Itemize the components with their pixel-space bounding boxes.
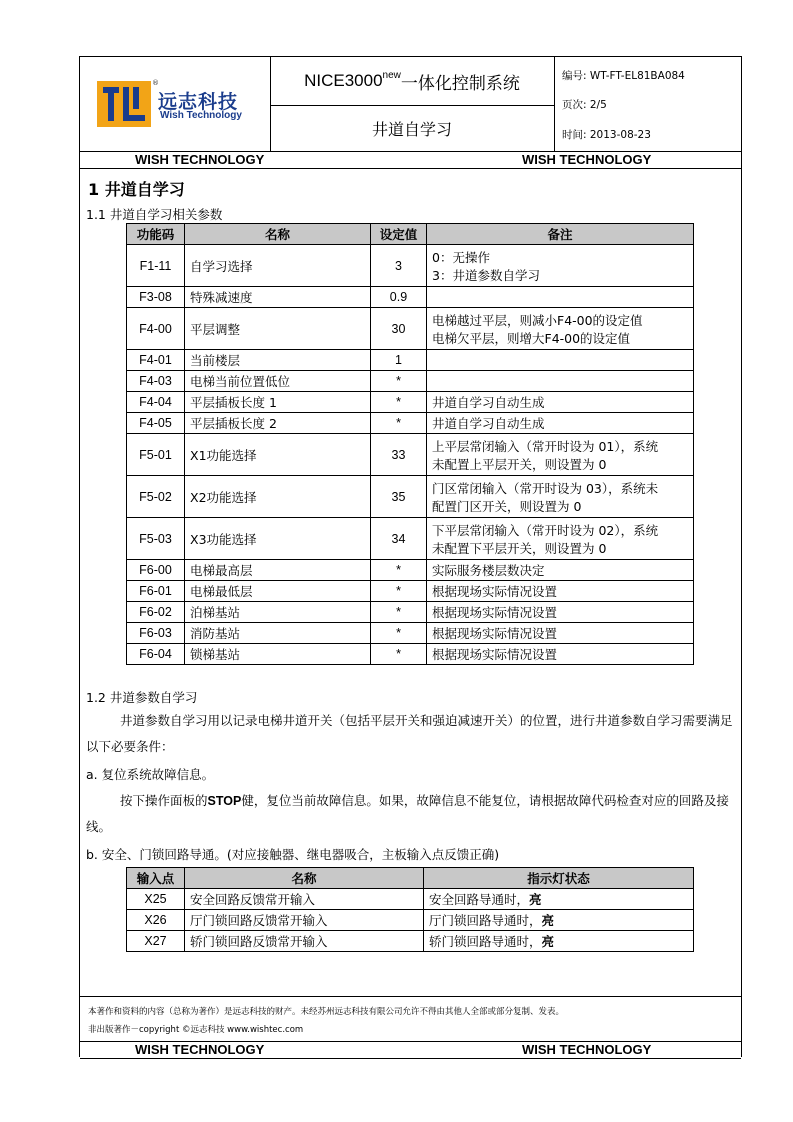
table-header-row: 输入点 名称 指示灯状态 <box>127 868 694 889</box>
document-subtitle: 井道自学习 <box>371 120 452 139</box>
subsection-1-1: 1.1 井道自学习相关参数 <box>86 207 223 222</box>
copyright-url-line: 非出版著作－copyright ©远志科技 www.wishtec.com <box>88 1025 304 1035</box>
table-row: F5-03 X3功能选择 34 下平层常闭输入（常开时设为 02），系统 未配置下平层开关，则设置为 0 <box>127 518 694 560</box>
table-row: F5-01 X1功能选择 33 上平层常闭输入（常开时设为 01），系统 未配置上平层开关，则设置为 0 <box>127 434 694 476</box>
company-logo-icon <box>97 81 151 127</box>
condition-a: a. 复位系统故障信息。 <box>86 767 215 782</box>
table-row: X27 轿门锁回路反馈常开输入 轿门锁回路导通时，亮 <box>127 931 694 952</box>
logo-english-name: Wish Technology <box>160 110 242 121</box>
meta-cell <box>554 57 741 151</box>
table-row: X25 安全回路反馈常开输入 安全回路导通时，亮 <box>127 889 694 910</box>
table-row: F4-04 平层插板长度 1 * 井道自学习自动生成 <box>127 392 694 413</box>
copyright-footer <box>80 996 741 1042</box>
page-number: 页次: 2/5 <box>562 99 607 111</box>
table-row: F4-00 平层调整 30 电梯越过平层，则减小F4-00的设定值 电梯欠平层，则增大F4-00的设定值 <box>127 308 694 350</box>
brand-bar-top: WISH TECHNOLOGY WISH TECHNOLOGY <box>80 151 741 169</box>
condition-b: b. 安全、门锁回路导通。(对应接触器、继电器吸合，主板输入点反馈正确) <box>86 847 500 862</box>
table-row: F6-04 锁梯基站 * 根据现场实际情况设置 <box>127 644 694 665</box>
title-cell <box>270 57 555 151</box>
table-row: F6-01 电梯最低层 * 根据现场实际情况设置 <box>127 581 694 602</box>
table-row: F6-02 泊梯基站 * 根据现场实际情况设置 <box>127 602 694 623</box>
table-row: F6-00 电梯最高层 * 实际服务楼层数决定 <box>127 560 694 581</box>
document-page <box>79 56 742 1057</box>
table-header-row: 功能码 名称 设定值 备注 <box>127 224 694 245</box>
brand-bar-bottom: WISH TECHNOLOGY WISH TECHNOLOGY <box>80 1041 741 1059</box>
table-row: F3-08 特殊减速度 0.9 <box>127 287 694 308</box>
copyright-line: 本著作和资料的内容（总称为著作）是远志科技的财产。未经苏州远志科技有限公司允许不得由其他人全部或部分复制、发表。 <box>88 1007 565 1017</box>
registered-mark: ® <box>152 79 159 87</box>
table-row: F6-03 消防基站 * 根据现场实际情况设置 <box>127 623 694 644</box>
table-row: F4-01 当前楼层 1 <box>127 350 694 371</box>
table-row: F5-02 X2功能选择 35 门区常闭输入（常开时设为 03），系统未 配置门区开关，则设置为 0 <box>127 476 694 518</box>
table-row: F4-05 平层插板长度 2 * 井道自学习自动生成 <box>127 413 694 434</box>
logo-cell <box>80 57 271 151</box>
parameter-table <box>126 223 694 665</box>
table-row: X26 厅门锁回路反馈常开输入 厅门锁回路导通时，亮 <box>127 910 694 931</box>
table-row: F1-11 自学习选择 3 0：无操作 3：井道参数自学习 <box>127 245 694 287</box>
doc-number: 编号: WT-FT-EL81BA084 <box>562 70 685 82</box>
table-row: F4-03 电梯当前位置低位 * <box>127 371 694 392</box>
document-title: NICE3000 $^{new}$ 一体化控制系统 <box>270 57 554 106</box>
paragraph-stop: 按下操作面板的STOP健，复位当前故障信息。如果，故障信息不能复位，请根据故障代码检查对应的回路及接线。 <box>86 793 729 834</box>
subsection-1-2: 1.2 井道参数自学习 <box>86 690 198 705</box>
document-header <box>80 56 741 152</box>
paragraph-intro: 井道参数自学习用以记录电梯井道开关（包括平层开关和强迫减速开关）的位置，进行井道参数自学习需要满足以下必要条件： <box>86 713 733 754</box>
indicator-table <box>126 867 694 952</box>
logo-chinese-name: 远志科技 <box>158 91 239 113</box>
doc-date: 时间: 2013-08-23 <box>562 129 651 141</box>
section-title: 1 井道自学习 <box>88 180 185 199</box>
